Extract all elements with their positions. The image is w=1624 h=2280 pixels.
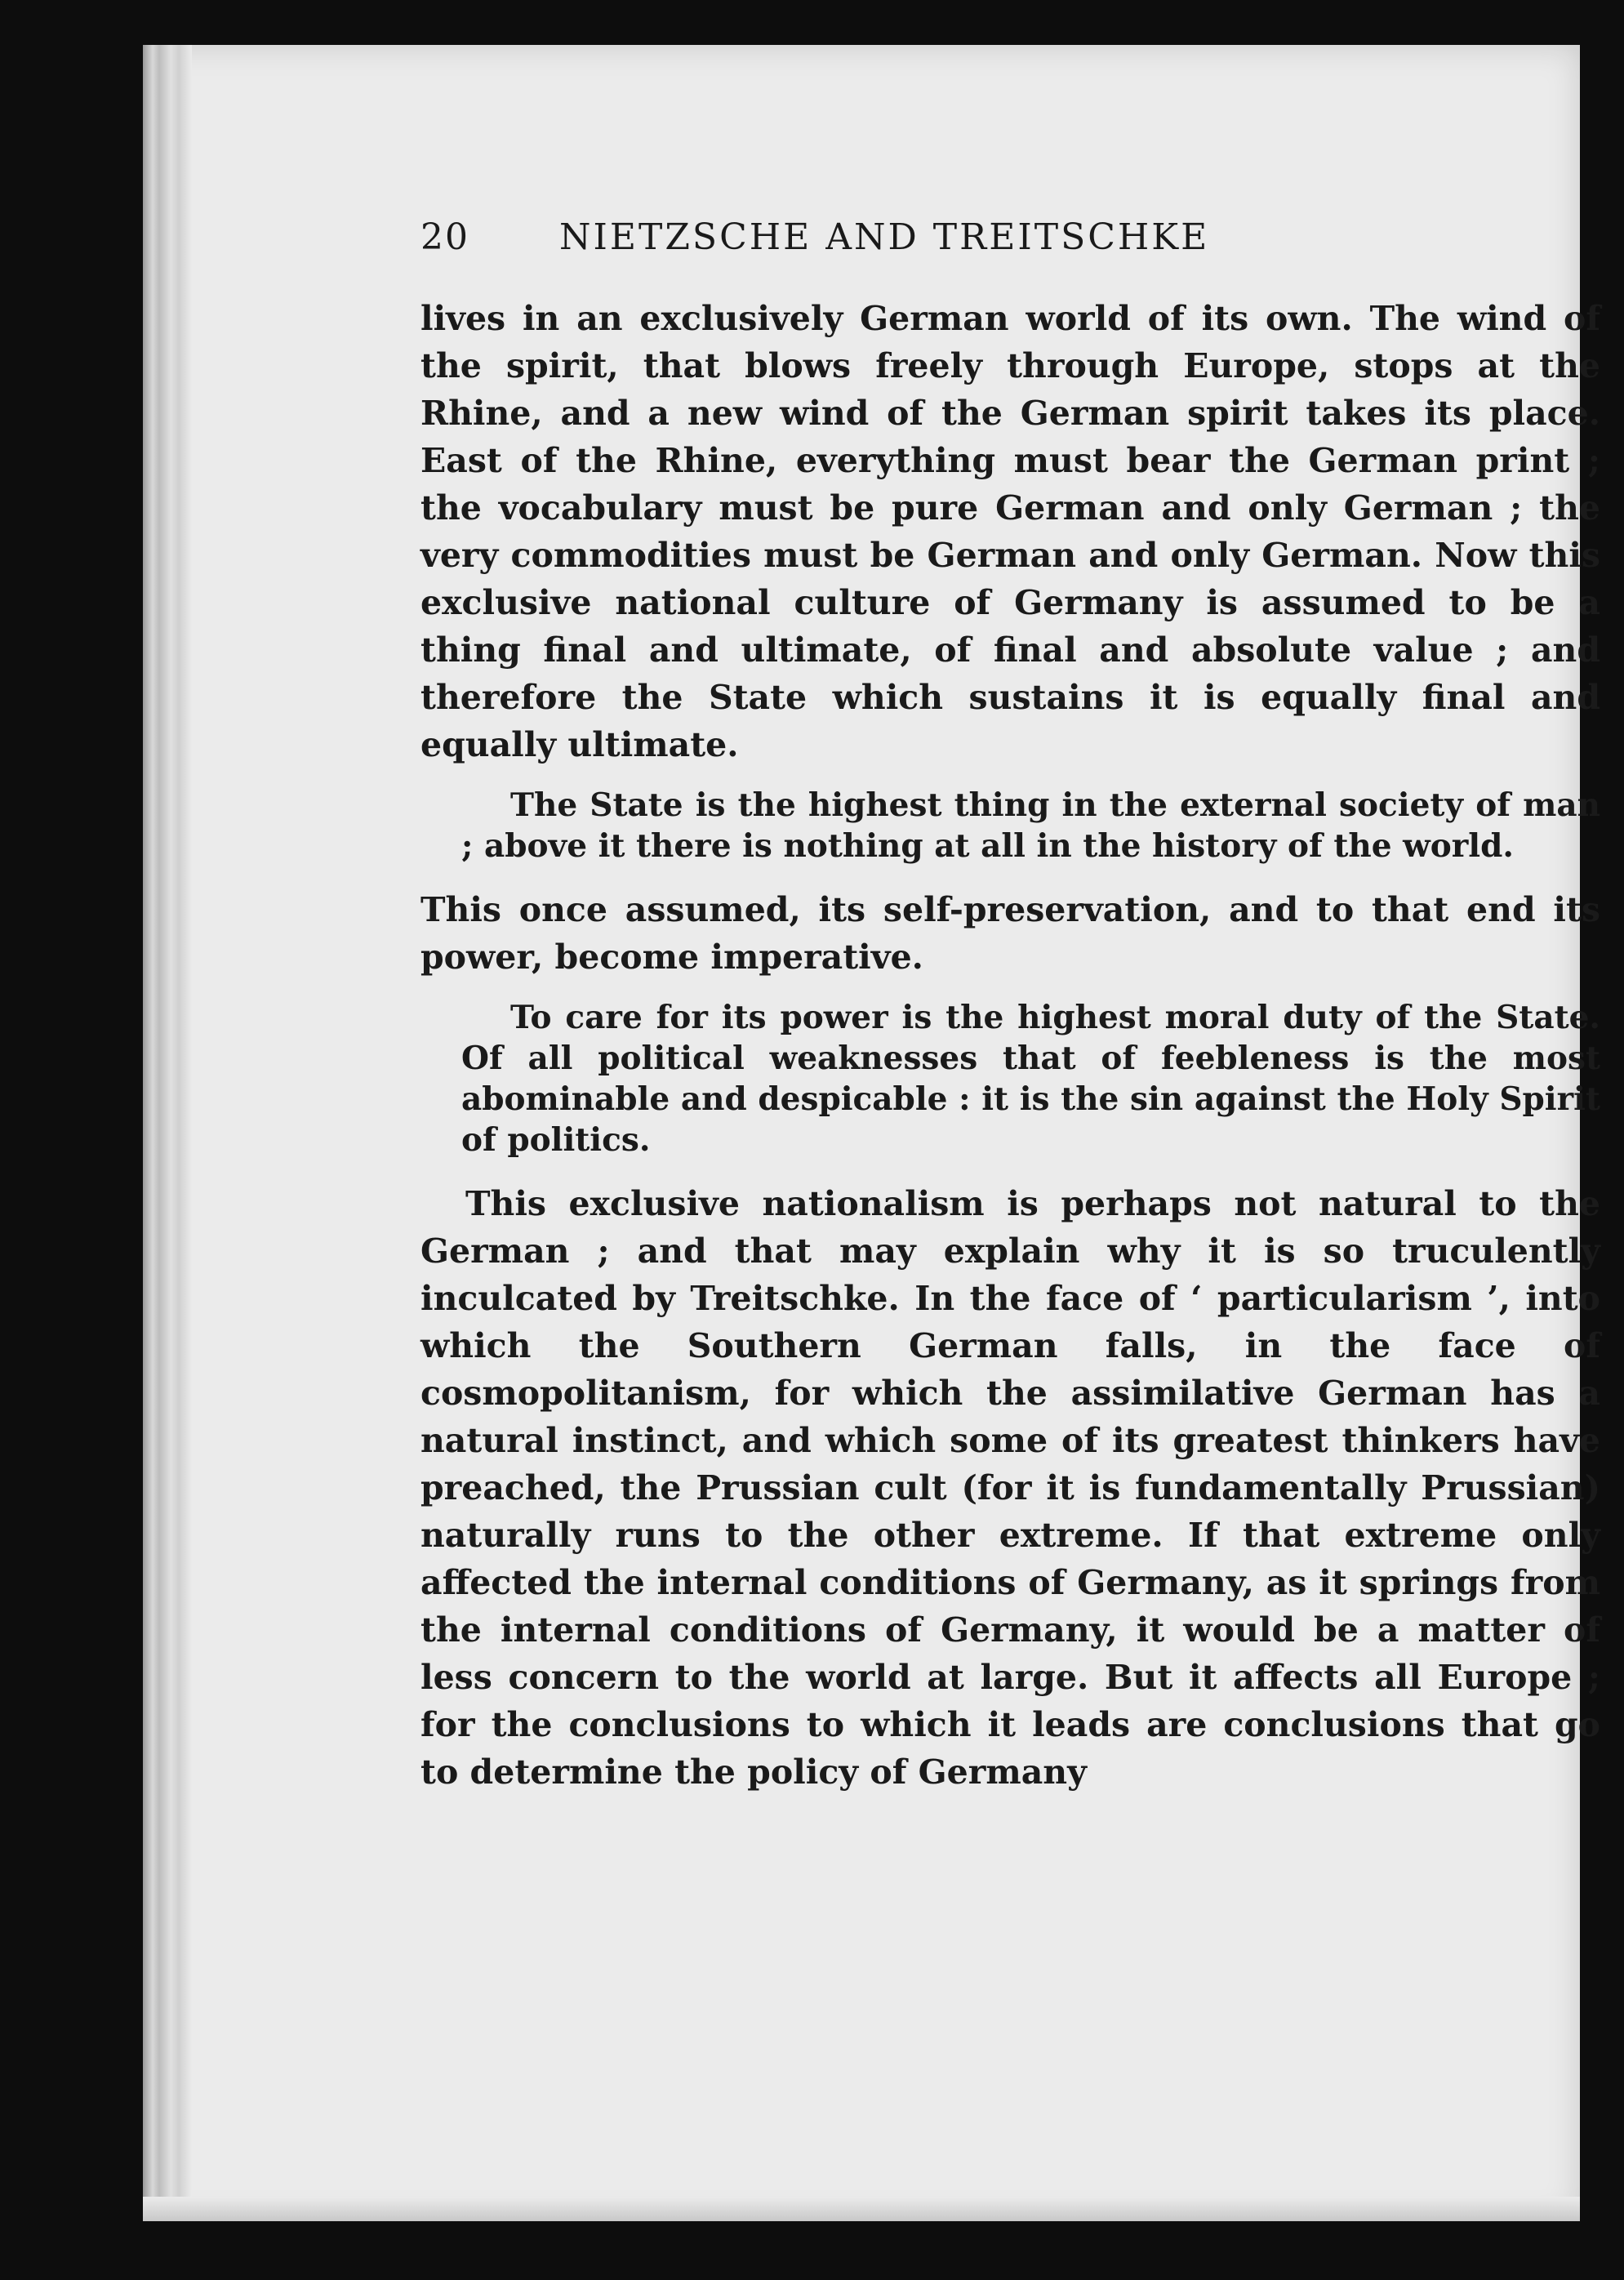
block-quote: The State is the highest thing in the external society of man ; above it there is nothing at all in the history of the world. bbox=[461, 786, 1600, 865]
running-head bbox=[420, 216, 1600, 274]
block-quote: To care for its power is the highest moral duty of the State. Of all political weaknesses that of feebleness is the most abominable and despicable : it is the sin against the Holy Spirit of politics. bbox=[461, 999, 1600, 1159]
text-block bbox=[420, 216, 1600, 1796]
paragraph: This once assumed, its self-preservation, and to that end its power, become imperative. bbox=[420, 890, 1600, 977]
running-title: NIETZSCHE AND TREITSCHKE bbox=[559, 216, 1210, 258]
page-number: 20 bbox=[420, 216, 469, 258]
paragraph: This exclusive nationalism is perhaps not natural to the German ; and that may explain why it is so truculently inculcated by Treitschke. In the face of ‘ particularism ’, into which the Southern German falls, in the face of cosmopolitanism, for which the assimilative German has a natural instinct, and which some of its greatest thinkers have preached, the Prussian cult (for it is fundamentally Prussian) naturally runs to the other extreme. If that extreme only affected the internal conditions of Germany, as it springs from the internal conditions of Germany, it would be a matter of less concern to the world at large. But it affects all Europe ; for the conclusions to which it leads are conclusions that go to determine the policy of Germany bbox=[420, 1184, 1600, 1792]
page-bottom-edge bbox=[143, 2197, 1580, 2221]
book-page bbox=[143, 45, 1600, 2221]
paragraph-continuation: lives in an exclusively German world of its own. The wind of the spirit, that blows freely through Europe, stops at the Rhine, and a new wind of the German spirit takes its place. East of the Rhine, everything must bear the German print ; the vocabulary must be pure German and only German ; the very commodities must be German and only German. Now this exclusive national culture of Germany is assumed to be a thing final and ultimate, of final and absolute value ; and therefore the State which sustains it is equally final and equally ultimate. bbox=[420, 299, 1600, 764]
page-binding-edge bbox=[143, 45, 192, 2221]
